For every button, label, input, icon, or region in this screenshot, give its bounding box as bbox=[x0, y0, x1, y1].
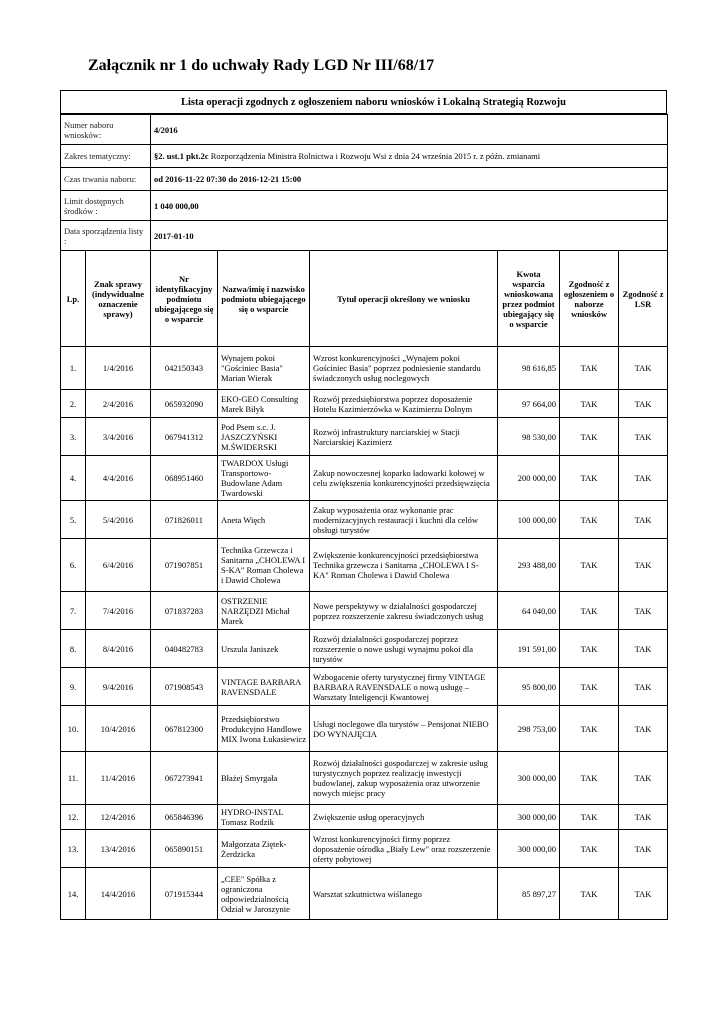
cell-nazwa: Technika Grzewcza i Sanitarna „CHOLEWA I S-KA" Roman Cholewa i Dawid Cholewa bbox=[218, 539, 310, 592]
cell-nazwa: Urszula Janiszek bbox=[218, 630, 310, 668]
limit-label: Limit dostępnych środków : bbox=[61, 191, 151, 221]
cell-nazwa: EKO-GEO Consulting Marek Biłyk bbox=[218, 390, 310, 418]
cell-znak: 2/4/2016 bbox=[86, 390, 151, 418]
zakres-label: Zakres tematyczny: bbox=[61, 145, 151, 168]
cell-znak: 9/4/2016 bbox=[86, 668, 151, 706]
cell-kwota: 95 800,00 bbox=[498, 668, 560, 706]
cell-tytul: Wzrost konkurencyjności „Wynajem pokoi Gościniec Basia" poprzez podniesienie standardu świadczonych usług noclegowych bbox=[310, 347, 498, 390]
cell-zgodnosc-nabor: TAK bbox=[560, 830, 619, 868]
cell-nazwa: Wynajem pokoi "Gościniec Basia" Marian Wierak bbox=[218, 347, 310, 390]
cell-lp: 11. bbox=[61, 752, 86, 805]
col-kwota: Kwota wsparcia wnioskowana przez podmiot ubiegający się o wsparcie bbox=[498, 251, 560, 347]
table-row bbox=[61, 752, 668, 805]
cell-zgodnosc-lsr: TAK bbox=[619, 830, 668, 868]
cell-zgodnosc-lsr: TAK bbox=[619, 706, 668, 752]
cell-nr: 071826011 bbox=[151, 501, 218, 539]
cell-nr: 067812300 bbox=[151, 706, 218, 752]
col-nr: Nr identyfikacyjny podmiotu ubiegającego się o wsparcie bbox=[151, 251, 218, 347]
cell-znak: 10/4/2016 bbox=[86, 706, 151, 752]
cell-zgodnosc-lsr: TAK bbox=[619, 501, 668, 539]
cell-zgodnosc-nabor: TAK bbox=[560, 752, 619, 805]
col-lp: Lp. bbox=[61, 251, 86, 347]
table-row bbox=[61, 539, 668, 592]
table-row bbox=[61, 501, 668, 539]
cell-kwota: 64 040,00 bbox=[498, 592, 560, 630]
cell-znak: 11/4/2016 bbox=[86, 752, 151, 805]
cell-nazwa: Pod Psem s.c. J. JASZCZYŃSKI M.ŚWIDERSKI bbox=[218, 418, 310, 456]
cell-zgodnosc-nabor: TAK bbox=[560, 592, 619, 630]
table-row bbox=[61, 868, 668, 920]
list-box bbox=[60, 90, 667, 115]
cell-zgodnosc-lsr: TAK bbox=[619, 752, 668, 805]
cell-nazwa: TWARDOX Usługi Transportowo-Budowlane Adam Twardowski bbox=[218, 456, 310, 501]
cell-zgodnosc-lsr: TAK bbox=[619, 805, 668, 830]
cell-nazwa: VINTAGE BARBARA RAVENSDALE bbox=[218, 668, 310, 706]
cell-zgodnosc-nabor: TAK bbox=[560, 706, 619, 752]
cell-tytul: Usługi noclegowe dla turystów – Pensjonat NIEBO DO WYNAJĘCIA bbox=[310, 706, 498, 752]
cell-zgodnosc-lsr: TAK bbox=[619, 390, 668, 418]
cell-zgodnosc-nabor: TAK bbox=[560, 630, 619, 668]
col-znak: Znak sprawy (indywidualne oznaczenie sprawy) bbox=[86, 251, 151, 347]
cell-nazwa: Aneta Więch bbox=[218, 501, 310, 539]
table-header bbox=[61, 251, 668, 347]
cell-lp: 7. bbox=[61, 592, 86, 630]
cell-lp: 10. bbox=[61, 706, 86, 752]
zakres-value bbox=[151, 145, 668, 168]
cell-lp: 2. bbox=[61, 390, 86, 418]
table-row bbox=[61, 592, 668, 630]
table-row bbox=[61, 668, 668, 706]
cell-zgodnosc-nabor: TAK bbox=[560, 418, 619, 456]
info-row-data bbox=[61, 221, 668, 251]
info-row-numer bbox=[61, 115, 668, 145]
cell-nazwa: Małgorzata Ziętek-Żerdzicka bbox=[218, 830, 310, 868]
cell-zgodnosc-nabor: TAK bbox=[560, 539, 619, 592]
cell-nr: 067941312 bbox=[151, 418, 218, 456]
cell-zgodnosc-lsr: TAK bbox=[619, 418, 668, 456]
cell-tytul: Warsztat szkutnictwa wiślanego bbox=[310, 868, 498, 920]
cell-nr: 071908543 bbox=[151, 668, 218, 706]
cell-znak: 1/4/2016 bbox=[86, 347, 151, 390]
cell-lp: 4. bbox=[61, 456, 86, 501]
cell-znak: 14/4/2016 bbox=[86, 868, 151, 920]
cell-zgodnosc-lsr: TAK bbox=[619, 456, 668, 501]
cell-zgodnosc-nabor: TAK bbox=[560, 868, 619, 920]
cell-zgodnosc-lsr: TAK bbox=[619, 630, 668, 668]
table-row bbox=[61, 456, 668, 501]
cell-kwota: 97 664,00 bbox=[498, 390, 560, 418]
cell-nr: 071837283 bbox=[151, 592, 218, 630]
cell-znak: 7/4/2016 bbox=[86, 592, 151, 630]
col-zgodnosc-nabor: Zgodność z ogłoszeniem o naborze wniosków bbox=[560, 251, 619, 347]
cell-nazwa: OSTRZENIE NARZĘDZI Michał Marek bbox=[218, 592, 310, 630]
cell-lp: 12. bbox=[61, 805, 86, 830]
cell-lp: 6. bbox=[61, 539, 86, 592]
cell-lp: 13. bbox=[61, 830, 86, 868]
table-row bbox=[61, 830, 668, 868]
cell-zgodnosc-lsr: TAK bbox=[619, 347, 668, 390]
cell-nazwa: Przedsiębiorstwo Produkcyjno Handlowe MIX Iwona Łukasiewicz bbox=[218, 706, 310, 752]
cell-lp: 3. bbox=[61, 418, 86, 456]
czas-value: od 2016-11-22 07:30 do 2016-12-21 15:00 bbox=[151, 168, 668, 191]
list-title-bar bbox=[61, 91, 666, 114]
cell-lp: 1. bbox=[61, 347, 86, 390]
table-row bbox=[61, 418, 668, 456]
cell-nr: 071915344 bbox=[151, 868, 218, 920]
cell-zgodnosc-nabor: TAK bbox=[560, 347, 619, 390]
cell-tytul: Nowe perspektywy w działalności gospodarczej poprzez rozszerzenie zakresu świadczonych usług bbox=[310, 592, 498, 630]
cell-nr: 042150343 bbox=[151, 347, 218, 390]
cell-tytul: Rozwój działalności gospodarczej w zakresie usług turystycznych poprzez realizację inwestycji budowlanej, zakup wyposażenia oraz utworzenie nowych miejsc pracy bbox=[310, 752, 498, 805]
cell-nr: 065890151 bbox=[151, 830, 218, 868]
cell-kwota: 100 000,00 bbox=[498, 501, 560, 539]
table-row bbox=[61, 630, 668, 668]
cell-zgodnosc-nabor: TAK bbox=[560, 668, 619, 706]
zakres-value-bold: §2. ust.1 pkt.2c bbox=[154, 151, 209, 161]
cell-nr: 040482783 bbox=[151, 630, 218, 668]
cell-nr: 065846396 bbox=[151, 805, 218, 830]
cell-nazwa: HYDRO-INSTAL Tomasz Rodzik bbox=[218, 805, 310, 830]
cell-lp: 8. bbox=[61, 630, 86, 668]
limit-value: 1 040 000,00 bbox=[151, 191, 668, 221]
cell-zgodnosc-lsr: TAK bbox=[619, 592, 668, 630]
cell-znak: 6/4/2016 bbox=[86, 539, 151, 592]
col-zgodnosc-lsr: Zgodność z LSR bbox=[619, 251, 668, 347]
cell-kwota: 191 591,00 bbox=[498, 630, 560, 668]
cell-zgodnosc-nabor: TAK bbox=[560, 501, 619, 539]
cell-kwota: 98 616,85 bbox=[498, 347, 560, 390]
cell-lp: 5. bbox=[61, 501, 86, 539]
cell-tytul: Zwiększenie konkurencyjności przedsiębiorstwa Technika grzewcza i Sanitarna „CHOLEWA I S-KA" Roman Cholewa i Dawid Cholewa bbox=[310, 539, 498, 592]
cell-nazwa: „CEE" Spółka z ograniczona odpowiedzialnością Odział w Jaroszynie bbox=[218, 868, 310, 920]
cell-znak: 5/4/2016 bbox=[86, 501, 151, 539]
cell-zgodnosc-nabor: TAK bbox=[560, 456, 619, 501]
table-row bbox=[61, 805, 668, 830]
info-row-czas bbox=[61, 168, 668, 191]
operations-table bbox=[60, 114, 668, 920]
numer-label: Numer naboru wniosków: bbox=[61, 115, 151, 145]
cell-nr: 067273941 bbox=[151, 752, 218, 805]
cell-tytul: Wzbogacenie oferty turystycznej firmy VINTAGE BARBARA RAVENSDALE o nową usługę – Warsztaty Inteligencji Kwantowej bbox=[310, 668, 498, 706]
cell-kwota: 300 000,00 bbox=[498, 752, 560, 805]
cell-tytul: Zakup nowoczesnej koparko ładowarki kołowej w celu zwiększenia konkurencyjności przedsięwzięcia bbox=[310, 456, 498, 501]
cell-zgodnosc-lsr: TAK bbox=[619, 868, 668, 920]
cell-kwota: 293 488,00 bbox=[498, 539, 560, 592]
col-nazwa: Nazwa/imię i nazwisko podmiotu ubiegającego się o wsparcie bbox=[218, 251, 310, 347]
cell-nr: 068951460 bbox=[151, 456, 218, 501]
table-row bbox=[61, 390, 668, 418]
cell-tytul: Rozwój przedsiębiorstwa poprzez doposażenie Hotelu Kazimierzówka w Kazimierzu Dolnym bbox=[310, 390, 498, 418]
cell-tytul: Rozwój infrastruktury narciarskiej w Stacji Narciarskiej Kazimierz bbox=[310, 418, 498, 456]
cell-znak: 4/4/2016 bbox=[86, 456, 151, 501]
cell-znak: 3/4/2016 bbox=[86, 418, 151, 456]
cell-kwota: 85 897,27 bbox=[498, 868, 560, 920]
cell-zgodnosc-nabor: TAK bbox=[560, 805, 619, 830]
data-value: 2017-01-10 bbox=[151, 221, 668, 251]
cell-zgodnosc-lsr: TAK bbox=[619, 539, 668, 592]
cell-tytul: Wzrost konkurencyjności firmy poprzez doposażenie ośrodka „Biały Lew" oraz rozszerzenie oferty pobytowej bbox=[310, 830, 498, 868]
cell-kwota: 300 000,00 bbox=[498, 805, 560, 830]
cell-nr: 065932090 bbox=[151, 390, 218, 418]
numer-value: 4/2016 bbox=[151, 115, 668, 145]
cell-kwota: 98 530,00 bbox=[498, 418, 560, 456]
cell-tytul: Rozwój działalności gospodarczej poprzez rozszerzenie o nowe usługi wynajmu pokoi dla turystów bbox=[310, 630, 498, 668]
info-row-limit bbox=[61, 191, 668, 221]
list-title: Lista operacji zgodnych z ogłoszeniem naboru wniosków i Lokalną Strategią Rozwoju bbox=[180, 96, 566, 108]
cell-zgodnosc-lsr: TAK bbox=[619, 668, 668, 706]
data-label: Data sporządzenia listy : bbox=[61, 221, 151, 251]
cell-kwota: 298 753,00 bbox=[498, 706, 560, 752]
cell-kwota: 200 000,00 bbox=[498, 456, 560, 501]
cell-zgodnosc-nabor: TAK bbox=[560, 390, 619, 418]
cell-znak: 13/4/2016 bbox=[86, 830, 151, 868]
cell-kwota: 300 000,00 bbox=[498, 830, 560, 868]
document-title: Załącznik nr 1 do uchwały Rady LGD Nr III/68/17 bbox=[88, 57, 435, 74]
table-row bbox=[61, 706, 668, 752]
info-row-zakres bbox=[61, 145, 668, 168]
table-row bbox=[61, 347, 668, 390]
cell-znak: 8/4/2016 bbox=[86, 630, 151, 668]
cell-nazwa: Błażej Smyrgała bbox=[218, 752, 310, 805]
cell-lp: 9. bbox=[61, 668, 86, 706]
cell-tytul: Zwiększenie usług operacyjnych bbox=[310, 805, 498, 830]
czas-label: Czas trwania naboru: bbox=[61, 168, 151, 191]
cell-nr: 071907851 bbox=[151, 539, 218, 592]
col-tytul: Tytuł operacji określony we wniosku bbox=[310, 251, 498, 347]
cell-lp: 14. bbox=[61, 868, 86, 920]
zakres-value-rest: Rozporządzenia Ministra Rolnictwa i Rozwoju Wsi z dnia 24 września 2015 r. z późn. zmianami bbox=[208, 151, 541, 161]
cell-znak: 12/4/2016 bbox=[86, 805, 151, 830]
cell-tytul: Zakup wyposażenia oraz wykonanie prac modernizacyjnych restauracji i kuchni dla celów obsługi turystów bbox=[310, 501, 498, 539]
